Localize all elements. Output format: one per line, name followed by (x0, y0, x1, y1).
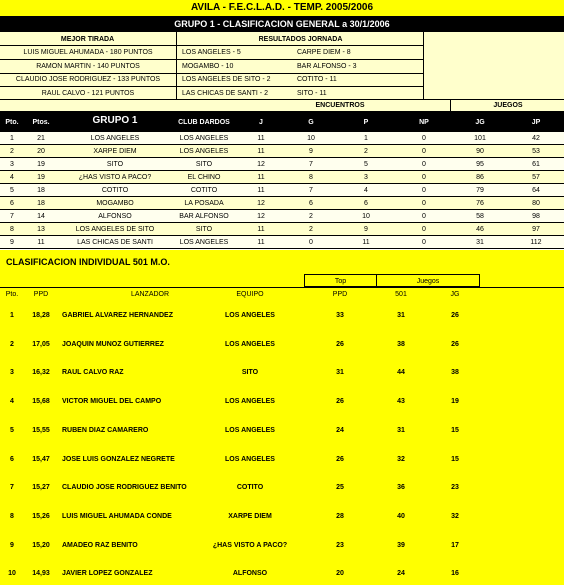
player-cell: 3 (10, 369, 14, 377)
player-cell: 1 (10, 312, 14, 319)
table-cell: 11 (257, 148, 265, 155)
summary-header-line (0, 45, 424, 46)
player-cell: 15 (451, 455, 459, 463)
individual-col-header: PPD (332, 291, 348, 298)
table-cell: 53 (532, 148, 540, 155)
table-cell: 20 (37, 148, 45, 155)
table-cell: LOS ANGELES (179, 148, 229, 155)
player-cell: 40 (397, 512, 405, 520)
table-cell: 18 (37, 187, 45, 194)
table-cell: 12 (257, 200, 265, 207)
table-cell: 11 (257, 187, 265, 194)
player-cell: RAÚL CALVO RAZ (62, 369, 124, 377)
table-cell: 2 (309, 213, 313, 220)
player-cell: 6 (10, 455, 14, 463)
table-cell: SITO (195, 161, 213, 168)
result-away: BAR ALFONSO - 3 (297, 62, 357, 70)
table-cell: 18 (37, 200, 45, 207)
table-cell: 8 (10, 226, 14, 233)
table-cell: 90 (476, 148, 484, 155)
player-cell: 15,55 (32, 426, 50, 434)
player-cell: 31 (397, 312, 405, 319)
player-cell: LOS ANGELES (225, 426, 275, 434)
table-cell: COTITO (101, 187, 129, 194)
best-throw-item: RAMÓN MARTÍN - 140 PUNTOS (36, 62, 140, 70)
table-cell: 10 (362, 213, 370, 220)
standings-col-header: G (308, 119, 314, 126)
table-cell: 0 (422, 213, 426, 220)
player-cell: LUIS MIGUEL AHUMADA CONDE (62, 512, 172, 520)
summary-row-line (0, 86, 424, 87)
table-cell: 11 (362, 239, 370, 246)
individual-juegos-header: Juegos (416, 278, 440, 285)
best-throw-item: LUIS MIGUEL AHUMADA - 180 PUNTOS (23, 49, 153, 56)
table-cell: 7 (10, 213, 14, 220)
table-cell: 64 (532, 187, 540, 194)
table-cell: LOS ANGELES (90, 135, 140, 142)
individual-top-header-box (304, 274, 377, 287)
table-cell: 11 (257, 135, 265, 142)
individual-col-header: LANZADOR (130, 291, 170, 298)
best-throw-item: CLAUDIO JOSÉ RODRÍGUEZ - 133 PUNTOS (15, 76, 161, 83)
table-cell: 9 (10, 239, 14, 246)
result-home: LOS ANGELES - 5 (182, 49, 241, 56)
table-cell: 2 (10, 148, 14, 155)
player-cell: JOAQUIN MUÑOZ GUTIERREZ (62, 340, 164, 348)
player-cell: 26 (451, 340, 459, 348)
table-cell: 2 (309, 226, 313, 233)
table-cell: 13 (37, 226, 45, 233)
player-cell: 26 (336, 340, 344, 348)
player-cell: LOS ANGELES (225, 340, 275, 348)
individual-col-header: EQUIPO (236, 291, 264, 298)
standings-col-header: J (259, 119, 263, 126)
table-cell: 21 (37, 135, 45, 142)
player-cell: 26 (451, 312, 459, 319)
table-cell: 0 (422, 148, 426, 155)
summary-row-line (0, 59, 424, 60)
player-cell: 25 (336, 484, 344, 492)
table-cell: LOS ANGELES DE SITO (75, 226, 155, 233)
table-cell: LAS CHICAS DE SANTI (77, 239, 153, 246)
table-cell: 0 (422, 135, 426, 142)
standings-col-header: P (363, 119, 369, 126)
table-cell: 5 (10, 187, 14, 194)
table-cell: 1 (10, 135, 14, 142)
table-cell: LA POSADA (184, 200, 224, 207)
table-cell: 10 (307, 135, 315, 142)
player-cell: RUBEN DIAZ CAMARERO (62, 426, 149, 434)
standings-group-divider (450, 100, 451, 112)
table-cell: MOGAMBO (96, 200, 134, 207)
player-cell: 38 (451, 369, 459, 377)
standings-col-header: Pto. (5, 119, 19, 126)
summary-row-line (0, 73, 424, 74)
table-cell: 3 (364, 174, 368, 181)
player-cell: LOS ANGELES (225, 398, 275, 406)
player-cell: 16 (451, 570, 459, 578)
table-cell: 6 (364, 200, 368, 207)
player-cell: 16,32 (32, 369, 50, 377)
player-cell: 9 (10, 541, 14, 549)
encuentros-header: ENCUENTROS (315, 102, 365, 109)
player-cell: 44 (397, 369, 405, 377)
player-cell: JOSE LUIS GONZALEZ NEGRETE (62, 455, 175, 463)
player-cell: 15,26 (32, 512, 50, 520)
player-cell: VICTOR MIGUEL DEL CAMPO (62, 398, 162, 406)
player-cell: 33 (336, 312, 344, 319)
player-cell: 8 (10, 512, 14, 520)
individual-title: CLASIFICACIÓN INDIVIDUAL 501 M.O. (6, 258, 170, 267)
player-cell: 26 (336, 455, 344, 463)
player-cell: 24 (336, 426, 344, 434)
table-cell: 11 (257, 239, 265, 246)
table-cell: 61 (532, 161, 540, 168)
table-cell: 0 (422, 200, 426, 207)
player-cell: 43 (397, 398, 405, 406)
table-cell: 19 (37, 161, 45, 168)
table-cell: 2 (364, 148, 368, 155)
subtitle-bar (0, 17, 564, 32)
title-bar (0, 0, 564, 17)
table-cell: 9 (364, 226, 368, 233)
table-cell: 6 (10, 200, 14, 207)
table-cell: 11 (257, 174, 265, 181)
table-cell: BAR ALFONSO (179, 213, 229, 220)
player-cell: ALFONSO (232, 570, 268, 578)
player-cell: 5 (10, 426, 14, 434)
summary-divider (176, 32, 177, 100)
table-cell: 97 (532, 226, 540, 233)
player-cell: 15,20 (32, 541, 50, 549)
best-throw-item: RAÚL CALVO - 121 PUNTOS (41, 89, 135, 97)
player-cell: 20 (336, 570, 344, 578)
player-cell: AMADEO RAZ BENITO (62, 541, 138, 549)
player-cell: 24 (397, 570, 405, 578)
player-cell: 19 (451, 398, 459, 406)
table-cell: EL CHINO (187, 174, 221, 181)
table-cell: SITO (106, 161, 124, 168)
player-cell: 38 (397, 340, 405, 348)
player-cell: 31 (336, 369, 344, 377)
table-cell: 4 (10, 174, 14, 181)
player-cell: 15,47 (32, 455, 50, 463)
results-header: RESULTADOS JORNADA (258, 36, 343, 43)
table-cell: 98 (532, 213, 540, 220)
player-cell: 2 (10, 340, 14, 348)
table-cell: 112 (530, 239, 542, 246)
player-cell: 17,05 (32, 340, 50, 348)
table-cell: ALFONSO (98, 213, 132, 220)
player-cell: 4 (10, 398, 14, 406)
result-home: LOS ANGELES DE SITO - 2 (182, 76, 271, 83)
player-cell: 14,93 (32, 570, 50, 578)
table-cell: 3 (10, 161, 14, 168)
table-cell: 31 (476, 239, 484, 246)
table-cell: 6 (309, 200, 313, 207)
table-cell: LOS ANGELES (179, 239, 229, 246)
result-away: SITO - 11 (297, 89, 327, 97)
table-cell: SITO (195, 226, 213, 233)
player-cell: 15,27 (32, 484, 50, 492)
player-cell: 32 (397, 455, 405, 463)
table-cell: 11 (257, 226, 265, 233)
top-header: Top (334, 278, 347, 285)
table-cell: 101 (474, 135, 486, 142)
table-cell: LOS ANGELES (179, 135, 229, 142)
standings-col-header: Ptos. (32, 119, 50, 126)
standings-col-header: NP (419, 119, 429, 126)
player-cell: XARPE DIEM (228, 512, 272, 520)
table-cell: 95 (476, 161, 484, 168)
individual-col-header: 501 (395, 291, 407, 298)
table-cell: 12 (257, 161, 265, 168)
standings-col-header: GRUPO 1 (92, 116, 138, 126)
player-cell: 26 (336, 398, 344, 406)
best-throw-header: MEJOR TIRADA (60, 36, 115, 43)
player-cell: 7 (10, 484, 14, 492)
table-cell: 0 (422, 174, 426, 181)
individual-juegos-header-box (376, 274, 480, 287)
table-cell: 5 (364, 161, 368, 168)
player-cell: 28 (336, 512, 344, 520)
player-cell: LOS ANGELES (225, 312, 275, 319)
table-cell: COTITO (190, 187, 218, 194)
player-cell: CLAUDIO JOSE RODRIGUEZ BENITO (62, 484, 187, 492)
individual-header-line (0, 287, 564, 288)
table-cell: 80 (532, 200, 540, 207)
player-cell: 23 (336, 541, 344, 549)
player-cell: 32 (451, 512, 459, 520)
table-cell: 11 (37, 239, 45, 246)
table-cell: 12 (257, 213, 265, 220)
table-cell: 8 (309, 174, 313, 181)
page-title: AVILA - F.E.C.L.A.D. - TEMP. 2005/2006 (190, 3, 374, 13)
player-cell: 36 (397, 484, 405, 492)
summary-right-border (423, 32, 424, 100)
player-cell: ¿HAS VISTO A PACO? (212, 541, 288, 549)
player-cell: 15 (451, 426, 459, 434)
individual-col-header: PPD (33, 291, 49, 298)
table-cell: 57 (532, 174, 540, 181)
table-cell: 79 (476, 187, 484, 194)
result-away: COTITO - 11 (297, 76, 337, 83)
table-cell: 0 (422, 239, 426, 246)
table-cell: 1 (364, 135, 368, 142)
player-cell: 17 (451, 541, 459, 549)
table-cell: ¿HAS VISTO A PACO? (78, 174, 152, 181)
table-cell: 46 (476, 226, 484, 233)
result-away: CARPE DIEM - 8 (297, 49, 351, 56)
table-cell: 76 (476, 200, 484, 207)
player-cell: 15,68 (32, 398, 50, 406)
table-cell: 42 (532, 135, 540, 142)
standings-col-header: JG (475, 119, 485, 126)
player-cell: LOS ANGELES (225, 455, 275, 463)
standings-col-header: CLUB DARDOS (178, 119, 230, 126)
table-cell: 0 (422, 226, 426, 233)
table-cell: 4 (364, 187, 368, 194)
table-cell: 7 (309, 161, 313, 168)
player-cell: GABRIEL ALVAREZ HERNANDEZ (62, 312, 173, 319)
player-cell: 23 (451, 484, 459, 492)
result-home: LAS CHICAS DE SANTI - 2 (182, 89, 268, 97)
player-cell: 10 (8, 570, 16, 578)
player-cell: 18,28 (32, 312, 50, 319)
standings-col-header: JP (531, 119, 541, 126)
player-cell: COTITO (236, 484, 264, 492)
page-subtitle: GRUPO 1 - CLASIFICACIÓN GENERAL a 30/1/2006 (174, 20, 390, 29)
player-cell: 31 (397, 426, 405, 434)
table-cell: 14 (37, 213, 45, 220)
table-cell: 86 (476, 174, 484, 181)
individual-section (0, 250, 564, 585)
table-cell: XARPE DIEM (93, 148, 137, 155)
player-cell: SITO (241, 369, 259, 377)
juegos-header: JUEGOS (493, 102, 523, 109)
table-cell: 0 (422, 161, 426, 168)
result-home: MOGAMBO - 10 (182, 62, 234, 70)
table-cell: 58 (476, 213, 484, 220)
table-cell: 0 (309, 239, 313, 246)
table-cell: 19 (37, 174, 45, 181)
table-cell: 0 (422, 187, 426, 194)
individual-col-header: Pto. (5, 291, 19, 298)
player-cell: JAVIER LOPEZ GONZALEZ (62, 570, 153, 578)
table-cell: 9 (309, 148, 313, 155)
individual-col-header: JG (450, 291, 460, 298)
table-cell: 7 (309, 187, 313, 194)
player-cell: 39 (397, 541, 405, 549)
